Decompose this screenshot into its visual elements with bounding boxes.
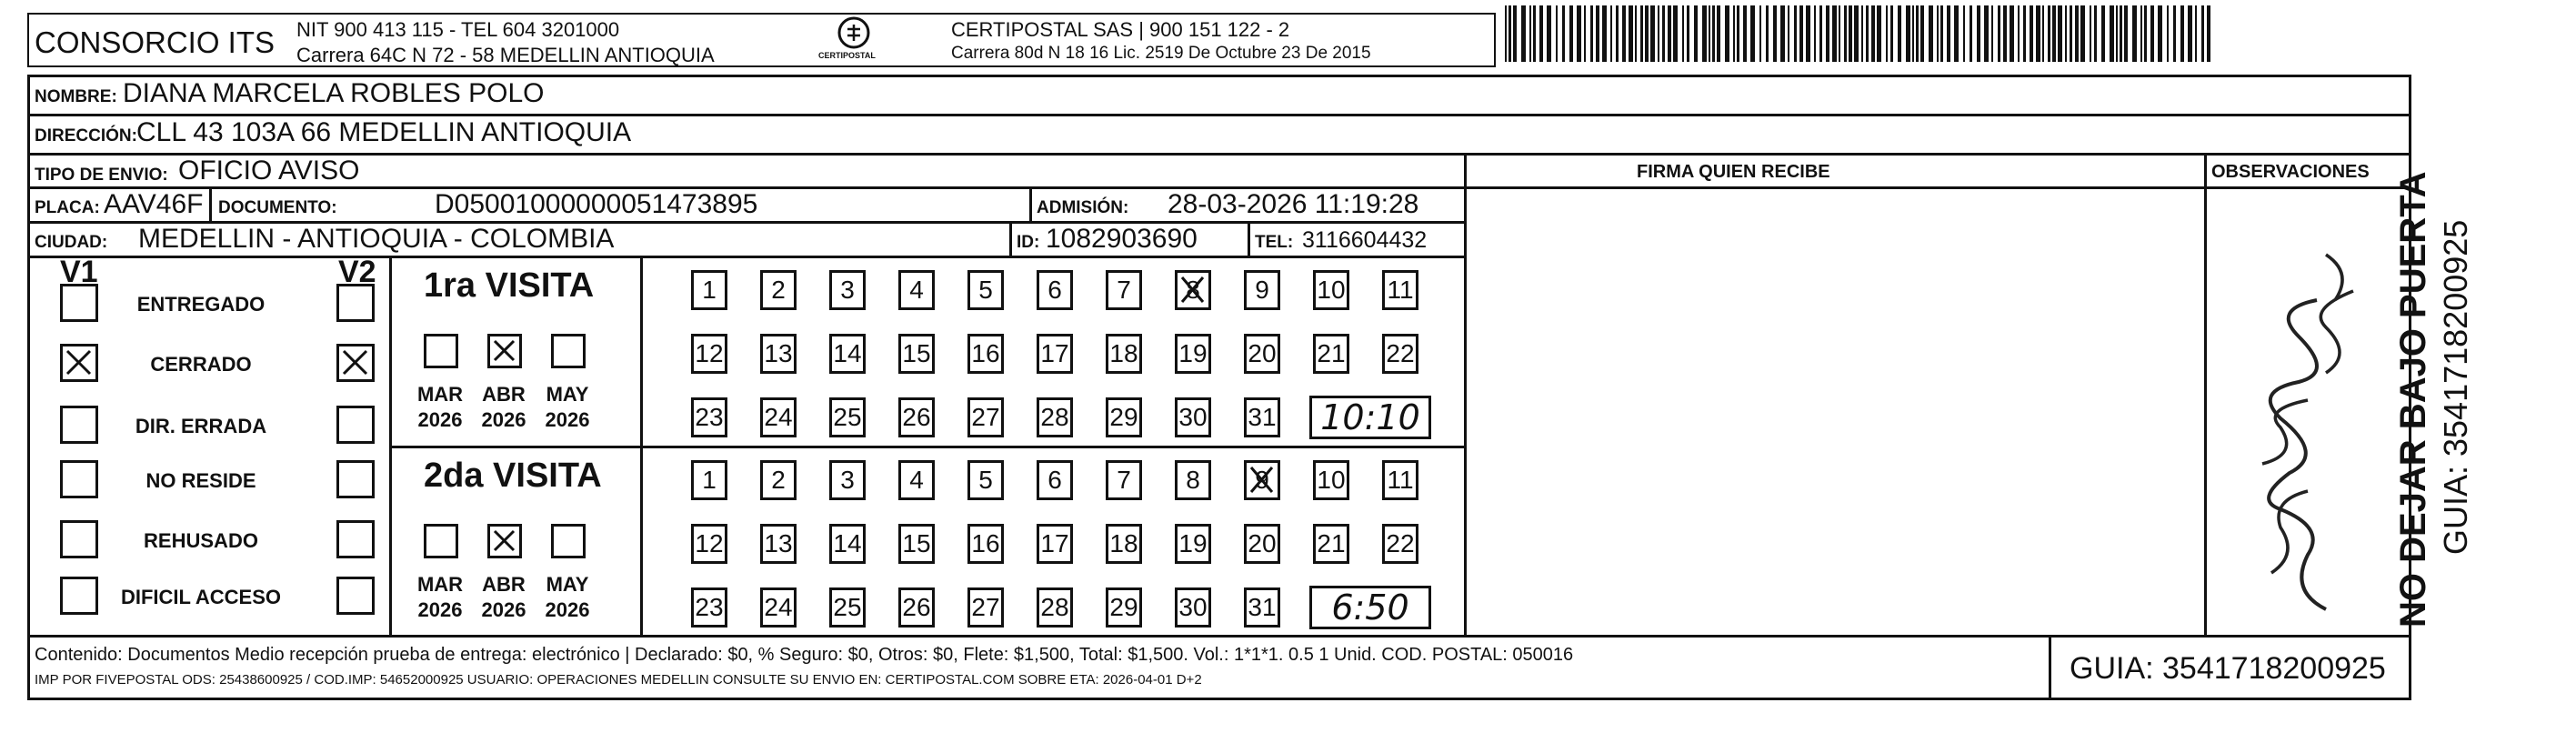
day-box[interactable] (967, 397, 1004, 437)
footer-line-2: IMP POR FIVEPOSTAL ODS: 25438600925 / COD.IMP: 54652000925 USUARIO: OPERACIONES MEDELLIN CONSULTE SU ENVIO EN: CERTIPOSTAL.COM SOBRE ETA: 2026-04-01 D+2 (35, 672, 1202, 688)
year-label: 2026 (481, 408, 526, 431)
day-label: 18 (1109, 339, 1138, 367)
id-value: 1082903690 (1046, 224, 1198, 254)
day-label: 14 (833, 529, 862, 557)
admision-value: 28-03-2026 11:19:28 (1168, 189, 1419, 219)
day-label: 30 (1178, 403, 1208, 431)
tipo-envio-value: OFICIO AVISO (178, 156, 360, 186)
day-box[interactable] (967, 460, 1004, 500)
courier-line-1: CERTIPOSTAL SAS | 900 151 122 - 2 (951, 18, 1290, 41)
day-label: 7 (1117, 276, 1131, 304)
v2-checkbox[interactable] (336, 284, 375, 322)
month-label: ABR (482, 383, 526, 406)
status-label: NO RESIDE (145, 469, 256, 492)
day-label: 13 (764, 529, 793, 557)
footer-guia-divider (2049, 635, 2051, 700)
day-box[interactable] (1037, 587, 1073, 628)
day-box[interactable] (898, 524, 935, 564)
cell-divider (1029, 186, 1032, 221)
day-label: 19 (1178, 529, 1208, 557)
day-box[interactable] (1037, 460, 1073, 500)
handwritten-signature (2217, 191, 2381, 628)
day-box[interactable] (829, 587, 866, 628)
day-box[interactable] (967, 524, 1004, 564)
day-box[interactable] (967, 587, 1004, 628)
day-box[interactable] (898, 587, 935, 628)
id-label: ID: (1017, 233, 1040, 252)
day-label: 30 (1178, 593, 1208, 621)
day-box[interactable] (1382, 270, 1418, 310)
day-label: 23 (695, 403, 724, 431)
day-box[interactable] (967, 270, 1004, 310)
day-box[interactable] (1382, 460, 1418, 500)
day-label: 9 (1255, 466, 1269, 494)
row-divider (27, 256, 1464, 258)
day-label: 17 (1040, 339, 1069, 367)
day-box[interactable] (1106, 397, 1142, 437)
day-box[interactable] (691, 334, 727, 374)
day-box[interactable] (1106, 587, 1142, 628)
v1-header: V1 (60, 255, 98, 289)
visit-time-box[interactable]: 6:50 (1309, 586, 1431, 629)
day-box[interactable] (1313, 334, 1349, 374)
day-label: 25 (833, 403, 862, 431)
day-label: 6 (1047, 466, 1062, 494)
month-checkbox[interactable] (424, 524, 458, 558)
day-box[interactable] (1037, 397, 1073, 437)
documento-label: DOCUMENTO: (218, 198, 337, 217)
day-box[interactable] (691, 524, 727, 564)
day-label: 20 (1248, 339, 1277, 367)
day-label: 28 (1040, 593, 1069, 621)
v1-checkbox[interactable] (60, 284, 98, 322)
day-label: 11 (1387, 466, 1414, 494)
v2-checkbox[interactable] (336, 520, 375, 558)
day-label: 6 (1047, 276, 1062, 304)
tel-value: 3116604432 (1302, 227, 1428, 253)
day-label: 18 (1109, 529, 1138, 557)
day-box[interactable] (898, 460, 935, 500)
day-label: 23 (695, 593, 724, 621)
day-label: 31 (1248, 403, 1277, 431)
day-box[interactable] (1313, 460, 1349, 500)
day-label: 4 (909, 276, 924, 304)
day-label: 20 (1248, 529, 1277, 557)
year-label: 2026 (481, 598, 526, 621)
v1-checkbox[interactable] (60, 460, 98, 498)
company-line-1: NIT 900 413 115 - TEL 604 3201000 (296, 18, 620, 41)
barcode (1505, 5, 2214, 62)
year-label: 2026 (545, 408, 590, 431)
status-label: CERRADO (150, 353, 252, 376)
day-label: 11 (1387, 276, 1414, 304)
company-line-2: Carrera 64C N 72 - 58 MEDELLIN ANTIOQUIA (296, 44, 715, 66)
day-label: 12 (695, 529, 724, 557)
day-label: 29 (1109, 403, 1138, 431)
day-label: 2 (771, 276, 786, 304)
day-label: 21 (1317, 339, 1346, 367)
placa-label: PLACA: (35, 198, 100, 217)
year-label: 2026 (545, 598, 590, 621)
day-box[interactable] (829, 460, 866, 500)
visit-separator (389, 446, 1464, 448)
day-box[interactable] (760, 334, 797, 374)
v1-checkbox[interactable] (60, 577, 98, 615)
day-label: 9 (1255, 276, 1269, 304)
day-label: 22 (1386, 529, 1415, 557)
day-box[interactable] (691, 270, 727, 310)
day-label: 24 (764, 403, 793, 431)
day-box[interactable] (1313, 270, 1349, 310)
day-label: 10 (1317, 466, 1346, 494)
day-box[interactable] (1244, 587, 1280, 628)
day-box[interactable] (898, 397, 935, 437)
nombre-label: NOMBRE: (35, 87, 117, 106)
row-divider (27, 114, 2411, 116)
ciudad-label: CIUDAD: (35, 233, 108, 252)
documento-value: D05001000000051473895 (435, 189, 758, 219)
status-label: ENTREGADO (136, 293, 266, 316)
day-box[interactable] (829, 270, 866, 310)
v1-checkbox[interactable] (60, 520, 98, 558)
day-box[interactable] (1106, 270, 1142, 310)
day-label: 3 (840, 276, 855, 304)
day-box[interactable] (760, 270, 797, 310)
day-label: 15 (902, 529, 931, 557)
day-label: 2 (771, 466, 786, 494)
month-checkbox[interactable] (551, 334, 586, 368)
day-box[interactable] (1175, 524, 1211, 564)
day-box[interactable] (691, 397, 727, 437)
tipo-envio-label: TIPO DE ENVIO: (35, 166, 168, 185)
month-checkbox[interactable] (487, 334, 522, 368)
day-box[interactable] (898, 334, 935, 374)
placa-value: AAV46F (104, 189, 204, 219)
day-box[interactable] (1175, 397, 1211, 437)
day-label: 28 (1040, 403, 1069, 431)
day-box[interactable] (967, 334, 1004, 374)
admision-label: ADMISIÓN: (1037, 198, 1129, 217)
day-box[interactable] (1106, 334, 1142, 374)
logo-caption: CERTIPOSTAL (818, 51, 876, 60)
no-dejar-bajo-puerta: NO DEJAR BAJO PUERTA (2393, 171, 2433, 628)
status-label: REHUSADO (144, 529, 258, 552)
v2-checkbox[interactable] (336, 406, 375, 444)
row-divider (27, 153, 2411, 156)
day-box[interactable] (1244, 460, 1280, 500)
courier-line-2: Carrera 80d N 18 16 Lic. 2519 De Octubre 23 De 2015 (951, 44, 1371, 63)
day-label: 4 (909, 466, 924, 494)
day-box[interactable] (760, 397, 797, 437)
day-label: 22 (1386, 339, 1415, 367)
day-label: 27 (971, 403, 1000, 431)
day-box[interactable] (1106, 524, 1142, 564)
visit-title: 2da VISITA (424, 457, 602, 495)
day-box[interactable] (1313, 524, 1349, 564)
day-box[interactable] (691, 460, 727, 500)
day-label: 8 (1186, 466, 1200, 494)
footer-line-1: Contenido: Documentos Medio recepción prueba de entrega: electrónico | Declarado: $0, % Seguro: $0, Otros: $0, Flete: $1,500, Total: $1,500. Vol.: 1*1*1. 0.5 1 Unid. COD. POSTAL: 050016 (35, 645, 1574, 665)
day-label: 5 (978, 276, 993, 304)
day-box[interactable] (1382, 334, 1418, 374)
day-box[interactable] (1244, 397, 1280, 437)
day-label: 17 (1040, 529, 1069, 557)
form-frame (27, 75, 2411, 700)
day-label: 1 (702, 276, 717, 304)
day-label: 7 (1117, 466, 1131, 494)
direccion-value: CLL 43 103A 66 MEDELLIN ANTIOQUIA (136, 117, 632, 147)
day-box[interactable] (760, 524, 797, 564)
observaciones-label: OBSERVACIONES (2211, 162, 2370, 182)
direccion-label: DIRECCIÓN: (35, 126, 137, 146)
observaciones-column-divider (2204, 153, 2207, 635)
day-box[interactable] (691, 587, 727, 628)
month-label: MAY (546, 383, 589, 406)
day-label: 3 (840, 466, 855, 494)
v2-header: V2 (338, 255, 376, 289)
day-box[interactable] (1037, 524, 1073, 564)
day-box[interactable] (1106, 460, 1142, 500)
day-label: 16 (971, 339, 1000, 367)
cell-divider (1009, 221, 1012, 256)
day-label: 13 (764, 339, 793, 367)
month-label: MAR (416, 573, 464, 596)
month-checkbox[interactable] (487, 524, 522, 558)
company-name: CONSORCIO ITS (35, 25, 276, 59)
day-label: 29 (1109, 593, 1138, 621)
day-label: 19 (1178, 339, 1208, 367)
header-underline (1464, 186, 2411, 189)
v1-checkbox[interactable] (60, 344, 98, 382)
visit-title: 1ra VISITA (424, 266, 595, 305)
day-box[interactable] (1037, 334, 1073, 374)
day-label: 25 (833, 593, 862, 621)
footer-divider (27, 635, 2411, 638)
tel-label: TEL: (1255, 233, 1294, 252)
v1-checkbox[interactable] (60, 406, 98, 444)
day-label: 5 (978, 466, 993, 494)
day-box[interactable] (898, 270, 935, 310)
day-box[interactable] (1244, 524, 1280, 564)
day-box[interactable] (1175, 334, 1211, 374)
day-box[interactable] (760, 587, 797, 628)
day-label: 15 (902, 339, 931, 367)
visit-time-box[interactable]: 10:10 (1309, 396, 1431, 439)
year-label: 2026 (417, 408, 463, 431)
month-checkbox[interactable] (424, 334, 458, 368)
v2-checkbox[interactable] (336, 577, 375, 615)
ciudad-value: MEDELLIN - ANTIOQUIA - COLOMBIA (138, 224, 615, 254)
day-box[interactable] (1244, 270, 1280, 310)
day-box[interactable] (1037, 270, 1073, 310)
day-label: 14 (833, 339, 862, 367)
day-box[interactable] (1175, 460, 1211, 500)
v2-checkbox[interactable] (336, 344, 375, 382)
month-label: MAR (416, 383, 464, 406)
firma-label: FIRMA QUIEN RECIBE (1637, 162, 1830, 182)
day-label: 1 (702, 466, 717, 494)
month-checkbox[interactable] (551, 524, 586, 558)
side-guia: GUIA: 3541718200925 (2437, 219, 2474, 555)
day-box[interactable] (829, 334, 866, 374)
day-label: 12 (695, 339, 724, 367)
month-label: ABR (482, 573, 526, 596)
day-box[interactable] (829, 397, 866, 437)
status-label: DIFICIL ACCESO (120, 586, 281, 608)
day-box[interactable] (1244, 334, 1280, 374)
day-label: 26 (902, 593, 931, 621)
day-label: 24 (764, 593, 793, 621)
day-label: 10 (1317, 276, 1346, 304)
day-box[interactable] (829, 524, 866, 564)
day-label: 27 (971, 593, 1000, 621)
day-box[interactable] (1175, 587, 1211, 628)
firma-column-divider (1464, 153, 1467, 635)
v2-checkbox[interactable] (336, 460, 375, 498)
year-label: 2026 (417, 598, 463, 621)
day-box[interactable] (1382, 524, 1418, 564)
footer-guia: GUIA: 3541718200925 (2070, 651, 2386, 686)
day-box[interactable] (1175, 270, 1211, 310)
nombre-value: DIANA MARCELA ROBLES POLO (123, 78, 545, 108)
day-label: 31 (1248, 593, 1277, 621)
day-label: 8 (1186, 276, 1200, 304)
cell-divider (1248, 221, 1250, 256)
day-label: 26 (902, 403, 931, 431)
status-label: DIR. ERRADA (135, 415, 267, 437)
day-label: 21 (1317, 529, 1346, 557)
day-box[interactable] (760, 460, 797, 500)
cell-divider (209, 186, 212, 221)
month-label: MAY (546, 573, 589, 596)
day-label: 16 (971, 529, 1000, 557)
